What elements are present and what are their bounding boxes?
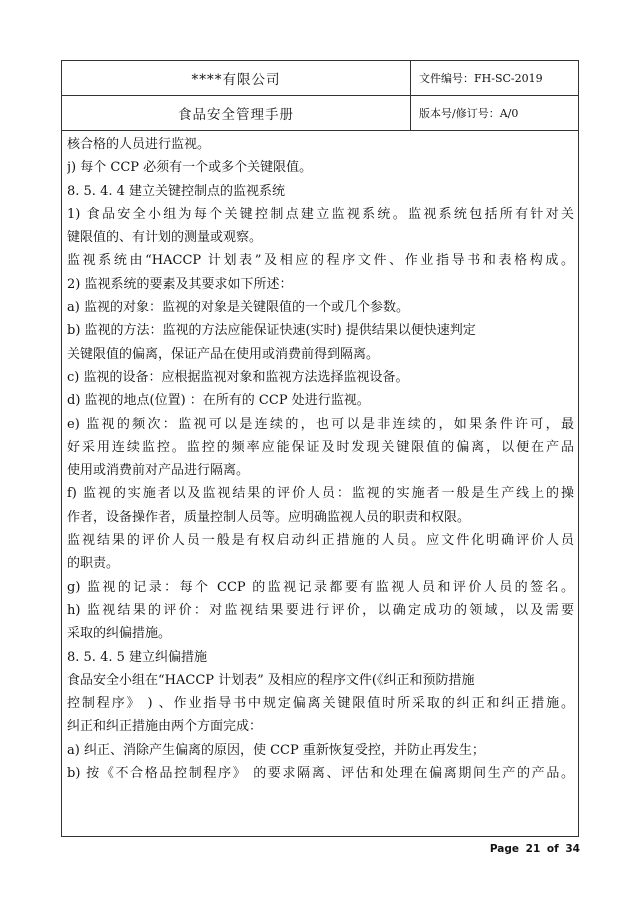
text-line: d) 监视的地点(位置) ：在所有的 CCP 处进行监视。: [67, 393, 370, 409]
page-total: 34: [565, 843, 580, 855]
text-line: 好采用连续监控。监控的频率应能保证及时发现关键限值的偏离，以便在产品: [67, 439, 574, 455]
text-line: e) 监视的频次：监视可以是连续的，也可以是非连续的，如果条件许可，最: [67, 416, 574, 432]
text-line: 使用或消费前对产品进行隔离。: [67, 463, 250, 479]
page-number: 21: [525, 843, 541, 855]
company-name: ****有限公司: [62, 61, 411, 95]
text-line: b) 按《不合格品控制程序》 的要求隔离、评估和处理在偏离期间生产的产品。: [67, 766, 574, 782]
header-row-1: [62, 61, 578, 96]
text-line: g) 监视的记录：每个 CCP 的监视记录都要有监视人员和评价人员的签名。: [67, 579, 574, 595]
text-line: 2) 监视系统的要素及其要求如下所述：: [67, 276, 293, 292]
text-line: 监视结果的评价人员一般是有权启动纠正措施的人员。应文件化明确评价人员: [67, 533, 574, 549]
text-line: 键限值的、有计划的测量或观察。: [67, 230, 263, 246]
text-line: c) 监视的设备：应根据监视对象和监视方法选择监视设备。: [67, 369, 409, 385]
text-line: h) 监视结果的评价：对监视结果要进行评价，以确定成功的领域，以及需要: [67, 602, 574, 618]
text-line: 核合格的人员进行监视。: [67, 137, 211, 152]
header-row-2: [62, 96, 578, 131]
of-label: of: [546, 843, 559, 855]
document-frame: [61, 60, 579, 837]
text-line: j) 每个 CCP 必须有一个或多个关键限值。: [67, 160, 313, 176]
text-line: 1) 食品安全小组为每个关键控制点建立监视系统。监视系统包括所有针对关: [67, 206, 574, 222]
document-title: 食品安全管理手册: [62, 96, 411, 130]
text-line: a) 纠正、消除产生偏离的原因，使 CCP 重新恢复受控，并防止再发生；: [67, 742, 485, 758]
text-line: 作者，设备操作者，质量控制人员等。应明确监视人员的职责和权限。: [67, 509, 471, 525]
document-body: [67, 133, 574, 785]
text-line: 食品安全小组在“HACCP 计划表” 及相应的程序文件(《纠正和预防措施: [67, 672, 475, 688]
text-line: 采取的纠偏措施。: [67, 626, 172, 642]
version-number: 版本号/修订号：A/0: [419, 107, 519, 120]
text-line: 关键限值的偏离，保证产品在使用或消费前得到隔离。: [67, 346, 380, 362]
text-line: b) 监视的方法：监视的方法应能保证快速(实时) 提供结果以便快速判定: [67, 323, 476, 339]
text-line: f) 监视的实施者以及监视结果的评价人员：监视的实施者一般是生产线上的操: [67, 486, 574, 502]
text-line: a) 监视的对象：监视的对象是关键限值的一个或几个参数。: [67, 300, 409, 316]
text-line: 纠正和纠正措施由两个方面完成：: [67, 719, 263, 735]
text-line: 控制程序》 ) 、作业指导书中规定偏离关键限值时所采取的纠正和纠正措施。: [67, 696, 574, 712]
text-line: 8. 5. 4. 4 建立关键控制点的监视系统: [67, 183, 286, 199]
text-line: 监视系统由“HACCP 计划表”及相应的程序文件、作业指导书和表格构成。: [67, 253, 574, 269]
text-line: 的职责。: [67, 556, 120, 572]
page-label: Page: [489, 843, 519, 855]
page-footer: [490, 843, 580, 855]
text-line: 8. 5. 4. 5 建立纠偏措施: [67, 649, 208, 665]
document-number: 文件编号：FH-SC-2019: [419, 72, 543, 85]
